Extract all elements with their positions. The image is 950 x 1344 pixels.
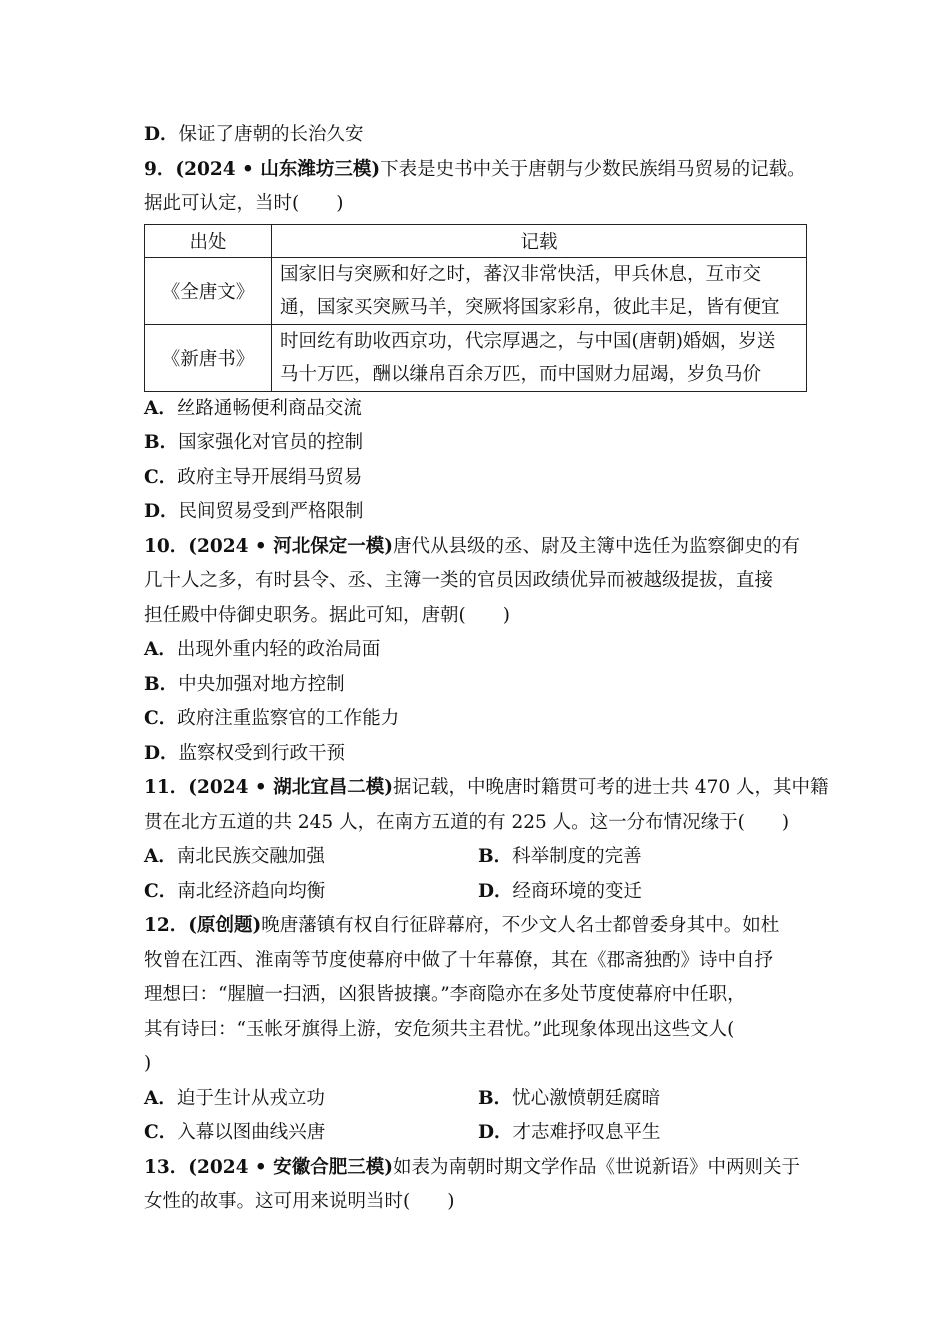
option-text: 民间贸易受到严格限制: [178, 501, 364, 522]
option-label: A．: [144, 1087, 177, 1109]
q12-option-c: [144, 1116, 478, 1151]
option-text: 科举制度的完善: [512, 846, 642, 867]
question-source: (2024 • 山东潍坊三模): [175, 158, 381, 180]
q12-option-d: [478, 1116, 812, 1151]
table-header-row: [145, 224, 807, 257]
q10-option-d: [144, 737, 808, 772]
question-number: 9．: [144, 158, 176, 180]
option-label: D．: [478, 1122, 513, 1143]
q12-option-a: [144, 1082, 478, 1117]
q11-option-d: [478, 875, 812, 910]
q11-option-b: [478, 840, 812, 875]
option-text: 南北民族交融加强: [176, 846, 325, 867]
record-line: 马十万匹，酬以缣帛百余万匹，而中国财力屈竭，岁负马价: [280, 363, 762, 385]
option-text: 迫于生计从戎立功: [176, 1087, 325, 1109]
q10-option-a: [144, 633, 808, 668]
question-stem: 据记载，中晚唐时籍贯可考的进士共 470 人，其中籍: [392, 777, 829, 798]
option-text: 国家强化对官员的控制: [178, 432, 364, 453]
question-source: (2024 • 河北保定一模): [188, 535, 393, 557]
option-text: 保证了唐朝的长治久安: [178, 124, 364, 145]
record-line: 通，国家买突厥马羊，突厥将国家彩帛，彼此丰足，皆有便宜: [280, 296, 780, 318]
question-number: 10．: [144, 535, 189, 557]
q12-stem-line5: ): [144, 1053, 152, 1074]
q9-option-a: [144, 392, 808, 427]
q12-option-b: [478, 1082, 812, 1117]
option-label: B．: [478, 1087, 513, 1109]
option-text: 出现外重内轻的政治局面: [176, 639, 381, 660]
record-line: 时回纥有助收西京功，代宗厚遇之，与中国(唐朝)婚姻，岁送: [280, 330, 776, 352]
q12-stem-line4: 其有诗曰：“玉帐牙旗得上游，安危须共主君忧。”此现象体现出这些文人(: [144, 1018, 735, 1040]
option-text: 丝路通畅便利商品交流: [176, 397, 362, 419]
q10-option-c: [144, 702, 808, 737]
row-source: 《新唐书》: [145, 324, 272, 391]
record-line: 国家旧与突厥和好之时，蕃汉非常快活，甲兵休息，互市交: [280, 263, 762, 285]
row-record: [272, 324, 807, 391]
q13-stem-line1: [144, 1151, 808, 1186]
q11-option-a: [144, 840, 478, 875]
option-text: 政府主导开展绢马贸易: [177, 466, 363, 488]
q10-option-b: [144, 668, 808, 703]
table-row: [145, 257, 807, 324]
question-source: (2024 • 湖北宜昌二模): [188, 777, 393, 798]
row-source: 《全唐文》: [145, 257, 272, 324]
question-number: 12．: [144, 915, 189, 936]
q9-option-b: [144, 426, 808, 461]
q9-option-d: [144, 495, 808, 530]
q9-option-c: [144, 461, 808, 496]
row-record: [272, 257, 807, 324]
question-number: 11．: [144, 777, 189, 798]
q10-stem-line3: 担任殿中侍御史职务。据此可知，唐朝( ): [144, 604, 510, 626]
document-page: [144, 118, 829, 1220]
q11-stem-line2: 贯在北方五道的共 245 人，在南方五道的有 225 人。这一分布情况缘于( ): [144, 811, 790, 833]
option-label: D．: [144, 124, 179, 145]
option-text: 忧心激愤朝廷腐暗: [512, 1087, 661, 1109]
q10-stem-line2: 几十人之多，有时县令、丞、主簿一类的官员因政绩优异而被越级提拔，直接: [144, 570, 774, 591]
question-stem: 唐代从县级的丞、尉及主簿中选任为监察御史的有: [392, 535, 800, 557]
q9-record-table: [144, 224, 807, 392]
option-text: 入幕以图曲线兴唐: [177, 1122, 326, 1143]
option-label: C．: [144, 466, 178, 488]
option-label: A．: [144, 397, 177, 419]
question-stem: 晚唐藩镇有权自行征辟幕府，不少文人名士都曾委身其中。如杜: [261, 915, 780, 936]
option-label: A．: [144, 639, 177, 660]
option-text: 中央加强对地方控制: [178, 673, 345, 695]
option-text: 才志难抒叹息平生: [512, 1122, 661, 1143]
q12-options-row2: [144, 1116, 808, 1151]
question-source: (原创题): [188, 915, 262, 936]
question-source: (2024 • 安徽合肥三模): [188, 1156, 393, 1178]
option-label: B．: [144, 432, 179, 453]
q11-stem-line1: [144, 771, 829, 806]
q11-options-row2: [144, 875, 808, 910]
option-label: C．: [144, 880, 178, 902]
option-label: D．: [478, 880, 513, 902]
q9-stem-line2: 据此可认定，当时( ): [144, 193, 344, 214]
question-stem: 如表为南朝时期文学作品《世说新语》中两则关于: [392, 1156, 800, 1178]
q13-stem-line2: 女性的故事。这可用来说明当时( ): [144, 1191, 455, 1212]
q11-option-c: [144, 875, 478, 910]
q8-option-d: [144, 118, 808, 153]
header-source: 出处: [145, 224, 272, 257]
option-label: A．: [144, 846, 177, 867]
option-label: D．: [144, 742, 179, 764]
option-label: C．: [144, 1122, 178, 1143]
q12-stem-line2: 牧曾在江西、淮南等节度使幕府中做了十年幕僚，其在《郡斋独酌》诗中自抒: [144, 949, 774, 971]
option-label: B．: [478, 846, 513, 867]
option-text: 南北经济趋向均衡: [177, 880, 326, 902]
q12-stem-line1: [144, 909, 808, 944]
q10-stem-line1: [144, 530, 808, 565]
q12-options-row1: [144, 1082, 808, 1117]
option-label: C．: [144, 708, 178, 729]
question-number: 13．: [144, 1156, 189, 1178]
q9-stem-line1: [144, 153, 808, 188]
q11-options-row1: [144, 840, 808, 875]
table-row: [145, 324, 807, 391]
option-text: 经商环境的变迁: [512, 880, 643, 902]
q12-stem-line3: 理想曰：“腥膻一扫洒，凶狠皆披攘。”李商隐亦在多处节度使幕府中任职，: [144, 984, 746, 1005]
option-label: B．: [144, 673, 179, 695]
header-record: 记载: [272, 224, 807, 257]
option-label: D．: [144, 501, 179, 522]
option-text: 政府注重监察官的工作能力: [177, 708, 400, 729]
option-text: 监察权受到行政干预: [178, 742, 346, 764]
question-stem: 下表是史书中关于唐朝与少数民族绢马贸易的记载。: [380, 158, 806, 180]
